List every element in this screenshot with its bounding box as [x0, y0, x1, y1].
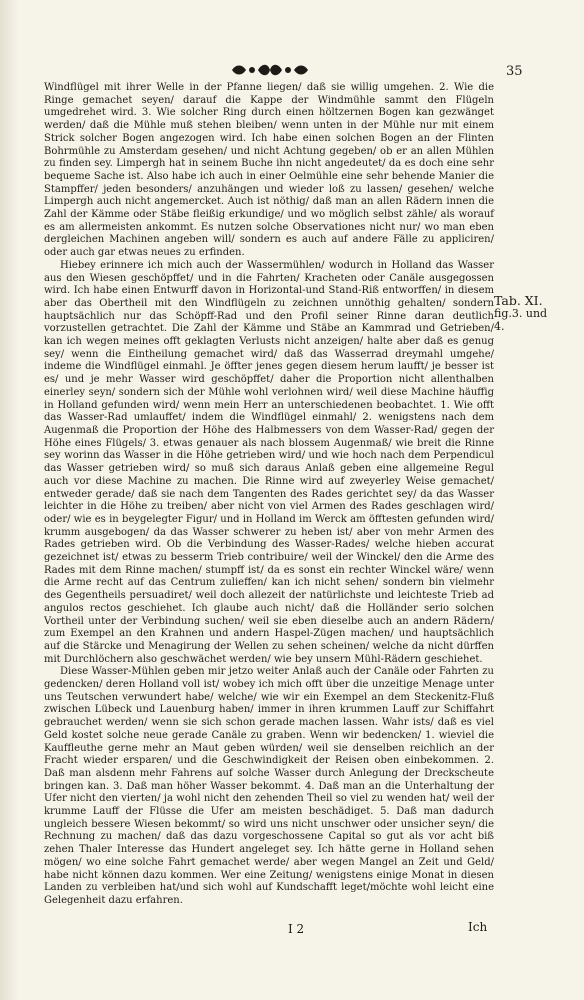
body-text	[44, 82, 494, 908]
page-number: 35	[506, 64, 523, 79]
margin-note	[494, 294, 572, 333]
figure-reference-2: 4.	[494, 320, 505, 333]
scan-edge	[0, 0, 18, 1000]
plate-reference: Tab. XI.	[494, 293, 543, 308]
figure-reference: fig.3. und	[494, 307, 548, 320]
paragraph-1: Windflügel mit ihrer Welle in der Pfanne liegen/ daß sie willig umgehen. 2. Wie die Ringe gemachet seyen/ darauf die Kappe der Windmühle sammt den Flügeln umgedrehet wird. 3. Wie solcher Ring durch einen höltzernen Bogen kan gezwänget werden/ daß die Mühle muß stehen bleiben/ wenn unten in der Mühle nur mit einem Strick solcher Bogen angezogen wird. Ich habe einen solchen Bogen an der Flinten Bohrmühle zu Amsterdam gesehen/ und nicht Achtung gegeben/ ob er an allen Mühlen zu finden sey. Limpergh hat in seinem Buche ihn nicht angedeutet/ da es doch eine sehr bequeme Sache ist. Also habe ich auch in einer Oelmühle eine sehr behende Manier die Stampffer/ jeden besonders/ anzuhängen und wieder loß zu lassen/ gesehen/ welche Limpergh auch nicht angemercket. Auch ist nöthig/ daß man an allen Rädern innen die Zahl der Kämme oder Stäbe fleißig erkundige/ und wo möglich selbst zähle/ als worauf es am allermeisten ankommt. Es nutzen solche Observationes nicht nur/ wo man eben dergleichen Machinen angeben will/ sondern es auch auf andere Fälle zu appliciren/ oder auch gar etwas neues zu erfinden.	[44, 82, 494, 259]
signature-mark: I 2	[288, 922, 305, 936]
header-ornament	[228, 62, 312, 78]
paragraph-3: Diese Wasser-Mühlen geben mir jetzo weiter Anlaß auch der Canäle oder Fahrten zu gedencken/ deren Holland voll ist/ wobey ich mich offt über die unzeitige Menage unter uns Teutschen verwundert habe/ welche/ wie wir ein Exempel an dem Steckenitz-Fluß zwischen Lübeck und Lauenburg haben/ immer in ihren krummen Lauff zur Schiffahrt gebrauchet werden/ wenn sie sich schon gerade machen lassen. Wahr ists/ daß es viel Geld kostet solche neue gerade Canäle zu graben. Wenn wir bedencken/ 1. wieviel die Kauffleuthe gerne mehr an Maut geben würden/ weil sie denselben reichlich an der Fracht wieder ersparen/ und die Geschwindigkeit der Reisen oben einbekommen. 2. Daß man alsdenn mehr Fahrens auf solche Wasser durch Anlegung der Dreckscheute bringen kan. 3. Daß man höher Wasser bekommt. 4. Daß man an die Unterhaltung der Ufer nicht den vierten/ ja wohl nicht den zehenden Theil so viel zu wenden hat/ weil der krumme Lauff der Flüsse die Ufer am meisten beschädiget. 5. Daß man dadurch ungleich bessere Wiesen bekommt/ so wird uns nicht unschwer oder unsicher seyn/ die Rechnung zu machen/ daß das dazu vorgeschossene Capital so gut als vor acht biß zehen Thaler Interesse das Hundert angeleget sey. Ich hätte gerne in Holland sehen mögen/ wo eine solche Fahrt gemachet werde/ aber wegen Mangel an Zeit und Geld/ habe nicht können dazu kommen. Wer eine Zeitung/ wenigstens einige Monat in diesen Landen zu verbleiben hat/und sich wohl auf Kundschafft leget/möchte wohl leicht eine Gelegenheit dazu erfahren.	[44, 666, 494, 906]
paragraph-2: Hiebey erinnere ich mich auch der Wassermühlen/ wodurch in Holland das Wasser aus den Wiesen geschöpffet/ und in die Fahrten/ Kracheten oder Canäle ausgegossen wird. Ich habe einen Entwurff davon in Horizontal-und Stand-Riß entworffen/ in diesem aber das Obertheil mit den Windflügeln zu zeichnen unnöthig gehalten/ sondern hauptsächlich nur das Schöpff-Rad und den Profil seiner Rinne daran deutlich vorzustellen getrachtet. Die Zahl der Kämme und Stäbe an Kammrad und Getrieben/ kan ich wegen meines offt geklagten Verlusts nicht anzeigen/ halte aber daß es genug sey/ wenn die Eintheilung gemachet wird/ daß das Wasserrad dreymahl umgehe/ indeme die Windflügel einmahl. Je öffter jenes gegen diesem herum laufft/ je besser ist es/ und je mehr Wasser wird geschöpffet/ daher die Proportion nicht allenthalben einerley seyn/ sondern sich der Mühle wohl verlohnen wird/ weil diese Machine häuffig in Holland gefunden wird/ wenn mein Herr an unterschiedenen beobachtet. 1. Wie offt das Wasser-Rad umlauffet/ indem die Windflügel einmahl/ 2. wenigstens nach dem Augenmaß die Proportion der Höhe des Halbmessers von dem Wasser-Rad/ gegen der Höhe eines Flügels/ 3. etwas genauer als nach blossem Augenmaß/ wie breit die Rinne sey worinn das Wasser in die Höhe getrieben wird/ und wie hoch nach dem Perpendicul das Wasser getrieben wird/ so muß sich daraus Anlaß geben eine allgemeine Regul auch vor diese Machine zu machen. Die Rinne wird auf zweyerley Weise gemachet/ entweder gerade/ daß sie nach dem Tangenten des Rades gerichtet sey/ da das Wasser leichter in die Höhe zu treiben/ aber nicht von viel Armen des Rades geschlagen wird/ oder/ wie es in beygelegter Figur/ und in Holland im Werck am öfftesten gefunden wird/ krumm ausgebogen/ da das Wasser schwerer zu heben ist/ aber von mehr Armen des Rades getrieben wird. Ob die Verbindung des Wasser-Rades/ welche hieben accurat gezeichnet ist/ etwas zu besserm Trieb contribuire/ weil der Winckel/ den die Arme des Rades mit dem Rinne machen/ stumpff ist/ da es sonst ein rechter Winckel wäre/ wenn die Arme recht auf das Centrum zulieffen/ kan ich nicht sehen/ sondern bin vielmehr des Gegentheils persuadiret/ weil doch allezeit der natürlichste und leichteste Trieb ad angulos rectos geschiehet. Ich glaube auch nicht/ daß die Holländer serio solchen Vortheil unter der Verbindung suchen/ weil sie eben dieselbe auch an andern Rädern/ zum Exempel an den Krahnen und andern Haspel-Zügen machen/ und hauptsächlich auf die Stärcke und Menagirung der Wellen zu sehen scheinen/ welche da nicht dürffen mit Durchlöchern also geschwächet werden/ wie bey unsern Mühl-Rädern geschiehet.	[44, 259, 494, 665]
catchword: Ich	[468, 920, 488, 934]
